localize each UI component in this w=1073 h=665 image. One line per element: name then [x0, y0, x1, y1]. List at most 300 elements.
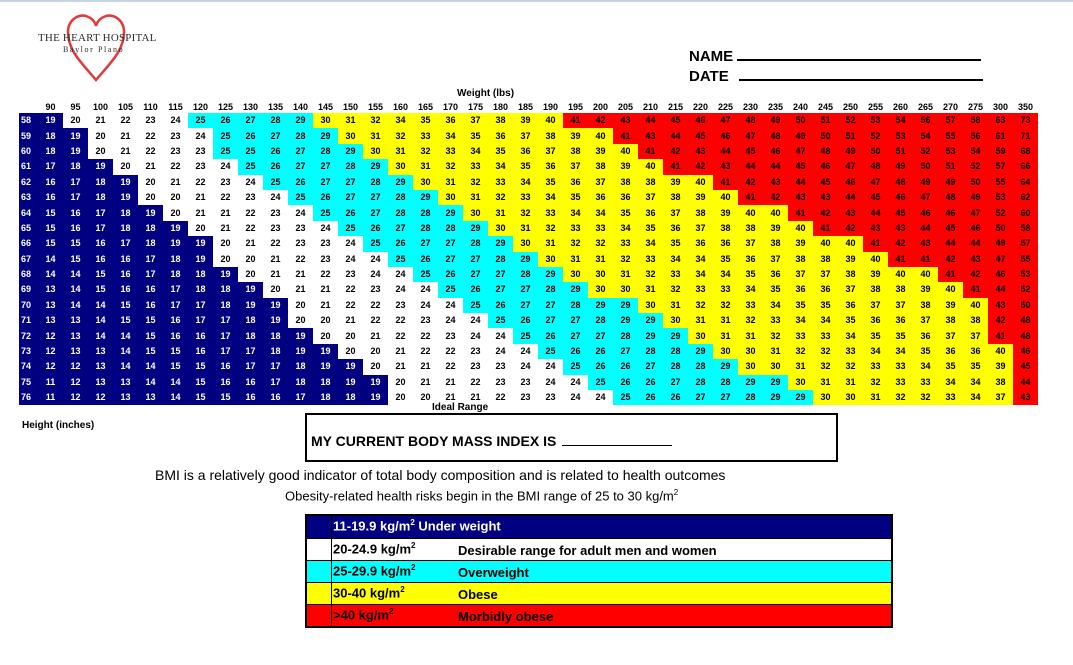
legend-desc: Desirable range for adult men and women: [458, 543, 717, 558]
height-header: 76: [19, 390, 38, 405]
bmi-cell: 25: [288, 190, 313, 205]
bmi-cell: 41: [713, 175, 738, 190]
bmi-cell: 33: [563, 221, 588, 236]
bmi-cell: 40: [888, 267, 913, 282]
bmi-cell: 31: [838, 375, 863, 390]
bmi-cell: 21: [188, 190, 213, 205]
bmi-cell: 16: [163, 313, 188, 328]
bmi-cell: 27: [563, 328, 588, 343]
bmi-cell: 41: [988, 328, 1013, 343]
bmi-cell: 32: [888, 390, 913, 405]
bmi-cell: 27: [288, 159, 313, 174]
name-field[interactable]: [689, 46, 981, 65]
current-bmi-box[interactable]: [305, 413, 838, 462]
bmi-cell: 55: [988, 175, 1013, 190]
bmi-cell: 33: [463, 159, 488, 174]
bmi-cell: 46: [1013, 344, 1038, 359]
bmi-cell: 23: [163, 144, 188, 159]
weight-header: 225: [717, 102, 734, 112]
bmi-cell: 59: [988, 144, 1013, 159]
bmi-cell: 35: [938, 359, 963, 374]
bmi-cell: 44: [638, 113, 663, 128]
bmi-cell: 36: [963, 344, 988, 359]
bmi-cell: 42: [963, 267, 988, 282]
bmi-cell: 18: [113, 221, 138, 236]
name-line[interactable]: [737, 46, 981, 61]
bmi-cell: 16: [113, 252, 138, 267]
bmi-cell: 35: [838, 313, 863, 328]
bmi-cell: 13: [63, 313, 88, 328]
current-bmi-label: MY CURRENT BODY MASS INDEX IS: [311, 433, 557, 449]
bmi-cell: 34: [813, 313, 838, 328]
bmi-cell: 37: [813, 267, 838, 282]
bmi-cell: 32: [763, 328, 788, 343]
bmi-cell: 22: [238, 221, 263, 236]
height-header: 66: [19, 236, 38, 251]
weight-header: 155: [367, 102, 384, 112]
bmi-cell: 49: [888, 159, 913, 174]
bmi-cell: 34: [913, 359, 938, 374]
bmi-cell: 25: [188, 113, 213, 128]
bmi-cell: 36: [663, 221, 688, 236]
bmi-cell: 23: [238, 190, 263, 205]
bmi-cell: 32: [438, 159, 463, 174]
bmi-cell: 28: [713, 375, 738, 390]
bmi-cell: 34: [788, 313, 813, 328]
info-line-1: BMI is a relatively good indicator of total body composition and is related to health outcomes: [155, 467, 726, 483]
bmi-cell: 33: [813, 328, 838, 343]
bmi-cell: 22: [163, 159, 188, 174]
bmi-cell: 34: [763, 298, 788, 313]
weight-header: 245: [817, 102, 834, 112]
bmi-cell: 26: [313, 190, 338, 205]
weight-header: 195: [567, 102, 584, 112]
bmi-cell: 21: [263, 252, 288, 267]
bmi-cell: 27: [463, 267, 488, 282]
legend-divider: [331, 561, 332, 582]
bmi-cell: 37: [513, 128, 538, 143]
bmi-cell: 23: [263, 221, 288, 236]
bmi-cell: 36: [913, 328, 938, 343]
bmi-cell: 38: [538, 128, 563, 143]
bmi-cell: 35: [513, 159, 538, 174]
bmi-cell: 15: [188, 390, 213, 405]
bmi-cell: 28: [438, 221, 463, 236]
bmi-cell: 27: [238, 113, 263, 128]
bmi-cell: 18: [288, 375, 313, 390]
legend-divider: [331, 605, 332, 626]
bmi-cell: 22: [288, 252, 313, 267]
bmi-cell: 28: [363, 175, 388, 190]
bmi-cell: 45: [888, 205, 913, 220]
bmi-cell: 24: [188, 128, 213, 143]
bmi-cell: 35: [538, 175, 563, 190]
bmi-cell: 30: [388, 159, 413, 174]
bmi-cell: 49: [963, 190, 988, 205]
table-row: [19, 175, 1038, 190]
bmi-cell: 43: [763, 175, 788, 190]
bmi-cell: 15: [63, 252, 88, 267]
legend-divider: [331, 516, 332, 538]
bmi-cell: 34: [938, 375, 963, 390]
bmi-cell: 42: [588, 113, 613, 128]
bmi-cell: 25: [238, 159, 263, 174]
bmi-cell: 22: [363, 313, 388, 328]
bmi-cell: 26: [288, 175, 313, 190]
bmi-cell: 38: [788, 252, 813, 267]
bmi-cell: 31: [613, 267, 638, 282]
bmi-cell: 16: [113, 282, 138, 297]
bmi-cell: 17: [263, 359, 288, 374]
bmi-cell: 28: [288, 128, 313, 143]
bmi-cell: 39: [688, 190, 713, 205]
bmi-cell: 51: [938, 159, 963, 174]
bmi-cell: 29: [788, 390, 813, 405]
bmi-cell: 23: [263, 205, 288, 220]
bmi-cell: 34: [963, 390, 988, 405]
bmi-cell: 19: [88, 159, 113, 174]
bmi-cell: 23: [138, 113, 163, 128]
bmi-cell: 23: [513, 375, 538, 390]
bmi-cell: 36: [488, 128, 513, 143]
bmi-cell: 20: [138, 190, 163, 205]
bmi-cell: 56: [913, 113, 938, 128]
bmi-legend: [305, 514, 893, 628]
bmi-cell: 12: [38, 344, 63, 359]
bmi-cell: 53: [888, 128, 913, 143]
bmi-cell: 28: [688, 359, 713, 374]
weight-header: 210: [642, 102, 659, 112]
bmi-cell: 57: [1013, 236, 1038, 251]
bmi-cell: 13: [63, 344, 88, 359]
bmi-cell: 30: [838, 390, 863, 405]
bmi-cell: 45: [1013, 359, 1038, 374]
name-label: NAME: [689, 48, 734, 65]
bmi-cell: 31: [438, 175, 463, 190]
bmi-cell: 46: [938, 205, 963, 220]
bmi-cell: 30: [763, 359, 788, 374]
bmi-cell: 53: [988, 190, 1013, 205]
bmi-cell: 32: [838, 359, 863, 374]
bmi-cell: 23: [438, 328, 463, 343]
weight-header: 250: [842, 102, 859, 112]
bmi-cell: 24: [363, 252, 388, 267]
bmi-cell: 15: [138, 344, 163, 359]
bmi-cell: 34: [438, 128, 463, 143]
bmi-cell: 25: [363, 236, 388, 251]
bmi-cell: 32: [863, 375, 888, 390]
legend-row: [307, 538, 891, 560]
bmi-cell: 28: [638, 344, 663, 359]
bmi-cell: 29: [313, 128, 338, 143]
bmi-cell: 29: [563, 282, 588, 297]
bmi-cell: 46: [988, 267, 1013, 282]
bmi-cell: 20: [363, 344, 388, 359]
bmi-cell: 39: [838, 252, 863, 267]
weight-header: 170: [442, 102, 459, 112]
bmi-cell: 22: [263, 236, 288, 251]
bmi-cell: 39: [513, 113, 538, 128]
bmi-cell: 23: [463, 344, 488, 359]
bmi-cell: 33: [713, 282, 738, 297]
height-header: 71: [19, 313, 38, 328]
bmi-cell: 28: [488, 252, 513, 267]
bmi-cell: 12: [38, 328, 63, 343]
bmi-cell: 29: [613, 298, 638, 313]
bmi-cell: 31: [713, 313, 738, 328]
bmi-cell: 38: [963, 313, 988, 328]
bmi-cell: 30: [663, 313, 688, 328]
bmi-cell: 25: [388, 252, 413, 267]
bmi-cell: 20: [338, 328, 363, 343]
bmi-cell: 29: [438, 205, 463, 220]
bmi-cell: 34: [488, 159, 513, 174]
bmi-cell: 27: [463, 252, 488, 267]
weight-header: 150: [342, 102, 359, 112]
bmi-cell: 22: [413, 344, 438, 359]
bmi-cell: 39: [988, 359, 1013, 374]
bmi-cell: 28: [413, 205, 438, 220]
bmi-cell: 24: [488, 344, 513, 359]
legend-range: 30-40 $kg/m^2$: [333, 585, 405, 601]
bmi-cell: 14: [38, 252, 63, 267]
height-header: 59: [19, 128, 38, 143]
bmi-cell: 52: [838, 113, 863, 128]
bmi-cell: 13: [113, 390, 138, 405]
bmi-cell: 42: [688, 159, 713, 174]
bmi-cell: 27: [363, 190, 388, 205]
bmi-cell: 18: [63, 159, 88, 174]
bmi-cell: 39: [663, 175, 688, 190]
bmi-cell: 28: [338, 159, 363, 174]
bmi-cell: 27: [438, 252, 463, 267]
bmi-cell: 21: [213, 221, 238, 236]
legend-divider: [331, 539, 332, 560]
bmi-cell: 36: [763, 267, 788, 282]
bmi-cell: 17: [163, 298, 188, 313]
table-row: [19, 328, 1038, 343]
bmi-cell: 36: [888, 313, 913, 328]
bmi-cell: 38: [588, 159, 613, 174]
bmi-cell: 44: [663, 128, 688, 143]
bmi-cell: 33: [538, 205, 563, 220]
bmi-cell: 18: [238, 313, 263, 328]
bmi-cell: 25: [463, 298, 488, 313]
bmi-cell: 41: [813, 221, 838, 236]
bmi-cell: 15: [138, 328, 163, 343]
bmi-cell: 30: [438, 190, 463, 205]
bmi-cell: 24: [538, 375, 563, 390]
bmi-cell: 24: [413, 282, 438, 297]
bmi-cell: 21: [238, 236, 263, 251]
bmi-cell: 26: [363, 221, 388, 236]
bmi-cell: 37: [663, 205, 688, 220]
bmi-cell: 18: [163, 252, 188, 267]
bmi-cell: 32: [588, 236, 613, 251]
bmi-cell: 26: [638, 390, 663, 405]
bmi-cell: 53: [938, 144, 963, 159]
date-label: DATE: [689, 68, 729, 85]
bmi-cell: 29: [763, 375, 788, 390]
bmi-cell: 20: [213, 236, 238, 251]
bmi-cell: 21: [413, 359, 438, 374]
bmi-cell: 22: [488, 390, 513, 405]
bmi-cell: 48: [1013, 313, 1038, 328]
bmi-cell: 30: [563, 267, 588, 282]
bmi-cell: 36: [863, 313, 888, 328]
bmi-cell: 34: [513, 175, 538, 190]
bmi-cell: 21: [388, 344, 413, 359]
bmi-cell: 17: [188, 298, 213, 313]
weight-header: 180: [492, 102, 509, 112]
bmi-cell: 18: [288, 359, 313, 374]
bmi-cell: 68: [1013, 144, 1038, 159]
bmi-cell: 40: [963, 298, 988, 313]
bmi-cell: 21: [138, 159, 163, 174]
current-bmi-blank[interactable]: [562, 433, 672, 446]
bmi-cell: 13: [88, 375, 113, 390]
bmi-cell: 30: [738, 344, 763, 359]
bmi-cell: 50: [963, 175, 988, 190]
bmi-cell: 22: [463, 375, 488, 390]
height-header: 58: [19, 113, 38, 128]
weight-header: 125: [217, 102, 234, 112]
height-header: 67: [19, 252, 38, 267]
bmi-cell: 52: [1013, 282, 1038, 297]
bmi-cell: 22: [338, 298, 363, 313]
bmi-cell: 32: [463, 175, 488, 190]
legend-row: [307, 516, 891, 538]
bmi-cell: 40: [613, 144, 638, 159]
bmi-cell: 62: [1013, 190, 1038, 205]
bmi-cell: 30: [788, 375, 813, 390]
bmi-cell: 26: [238, 128, 263, 143]
bmi-cell: 33: [513, 190, 538, 205]
bmi-cell: 27: [338, 190, 363, 205]
bmi-cell: 17: [138, 252, 163, 267]
bmi-cell: 22: [213, 190, 238, 205]
bmi-cell: 32: [388, 128, 413, 143]
bmi-cell: 24: [338, 252, 363, 267]
bmi-cell: 22: [338, 282, 363, 297]
table-row: [19, 236, 1038, 251]
bmi-cell: 38: [763, 236, 788, 251]
bmi-cell: 15: [138, 313, 163, 328]
bmi-cell: 32: [538, 221, 563, 236]
bmi-cell: 43: [713, 159, 738, 174]
bmi-cell: 40: [988, 344, 1013, 359]
weight-header: 135: [267, 102, 284, 112]
bmi-cell: 36: [588, 190, 613, 205]
bmi-cell: 31: [488, 205, 513, 220]
bmi-cell: 36: [713, 236, 738, 251]
bmi-cell: 18: [163, 267, 188, 282]
bmi-cell: 25: [563, 359, 588, 374]
table-row: [19, 221, 1038, 236]
bmi-cell: 28: [263, 113, 288, 128]
bmi-cell: 20: [238, 267, 263, 282]
bmi-cell: 42: [838, 221, 863, 236]
bmi-cell: 38: [613, 175, 638, 190]
bmi-cell: 28: [663, 359, 688, 374]
bmi-cell: 60: [1013, 205, 1038, 220]
bmi-cell: 21: [313, 282, 338, 297]
bmi-cell: 26: [388, 236, 413, 251]
bmi-cell: 32: [563, 236, 588, 251]
height-axis-label: Height (inches): [22, 420, 95, 431]
bmi-cell: 31: [638, 282, 663, 297]
bmi-cell: 43: [813, 190, 838, 205]
bmi-cell: 35: [863, 328, 888, 343]
bmi-cell: 15: [113, 313, 138, 328]
date-line[interactable]: [739, 66, 983, 81]
bmi-cell: 36: [938, 344, 963, 359]
bmi-cell: 24: [213, 159, 238, 174]
ideal-range-label: Ideal Range: [432, 402, 489, 413]
bmi-cell: 44: [863, 205, 888, 220]
date-field[interactable]: [689, 66, 983, 85]
bmi-cell: 38: [813, 252, 838, 267]
weight-header: 90: [45, 102, 56, 112]
bmi-cell: 37: [888, 298, 913, 313]
bmi-cell: 38: [888, 282, 913, 297]
bmi-cell: 16: [188, 344, 213, 359]
bmi-cell: 16: [263, 390, 288, 405]
bmi-cell: 38: [938, 313, 963, 328]
bmi-cell: 54: [888, 113, 913, 128]
bmi-cell: 25: [263, 175, 288, 190]
bmi-cell: 32: [913, 390, 938, 405]
bmi-cell: 24: [338, 236, 363, 251]
bmi-cell: 33: [763, 313, 788, 328]
bmi-cell: 18: [188, 267, 213, 282]
bmi-cell: 13: [113, 375, 138, 390]
bmi-cell: 24: [438, 298, 463, 313]
bmi-cell: 46: [713, 128, 738, 143]
bmi-cell: 22: [438, 344, 463, 359]
bmi-cell: 29: [638, 328, 663, 343]
bmi-cell: 49: [763, 113, 788, 128]
bmi-cell: 30: [513, 236, 538, 251]
bmi-cell: 50: [788, 113, 813, 128]
bmi-cell: 28: [738, 390, 763, 405]
bmi-cell: 13: [38, 313, 63, 328]
bmi-cell: 20: [388, 390, 413, 405]
bmi-cell: 24: [238, 175, 263, 190]
bmi-cell: 26: [463, 282, 488, 297]
bmi-cell: 17: [38, 159, 63, 174]
bmi-cell: 34: [463, 144, 488, 159]
bmi-cell: 50: [863, 144, 888, 159]
bmi-cell: 26: [513, 313, 538, 328]
bmi-cell: 34: [688, 267, 713, 282]
bmi-cell: 24: [513, 344, 538, 359]
bmi-cell: 33: [663, 267, 688, 282]
bmi-cell: 21: [388, 359, 413, 374]
bmi-cell: 31: [563, 252, 588, 267]
bmi-cell: 27: [338, 175, 363, 190]
bmi-cell: 23: [313, 252, 338, 267]
bmi-cell: 24: [563, 375, 588, 390]
bmi-cell: 27: [388, 221, 413, 236]
bmi-cell: 16: [63, 221, 88, 236]
bmi-cell: 21: [438, 375, 463, 390]
bmi-cell: 41: [563, 113, 588, 128]
bmi-cell: 20: [313, 328, 338, 343]
bmi-cell: 33: [613, 236, 638, 251]
table-row: [19, 128, 1038, 143]
bmi-cell: 16: [238, 390, 263, 405]
